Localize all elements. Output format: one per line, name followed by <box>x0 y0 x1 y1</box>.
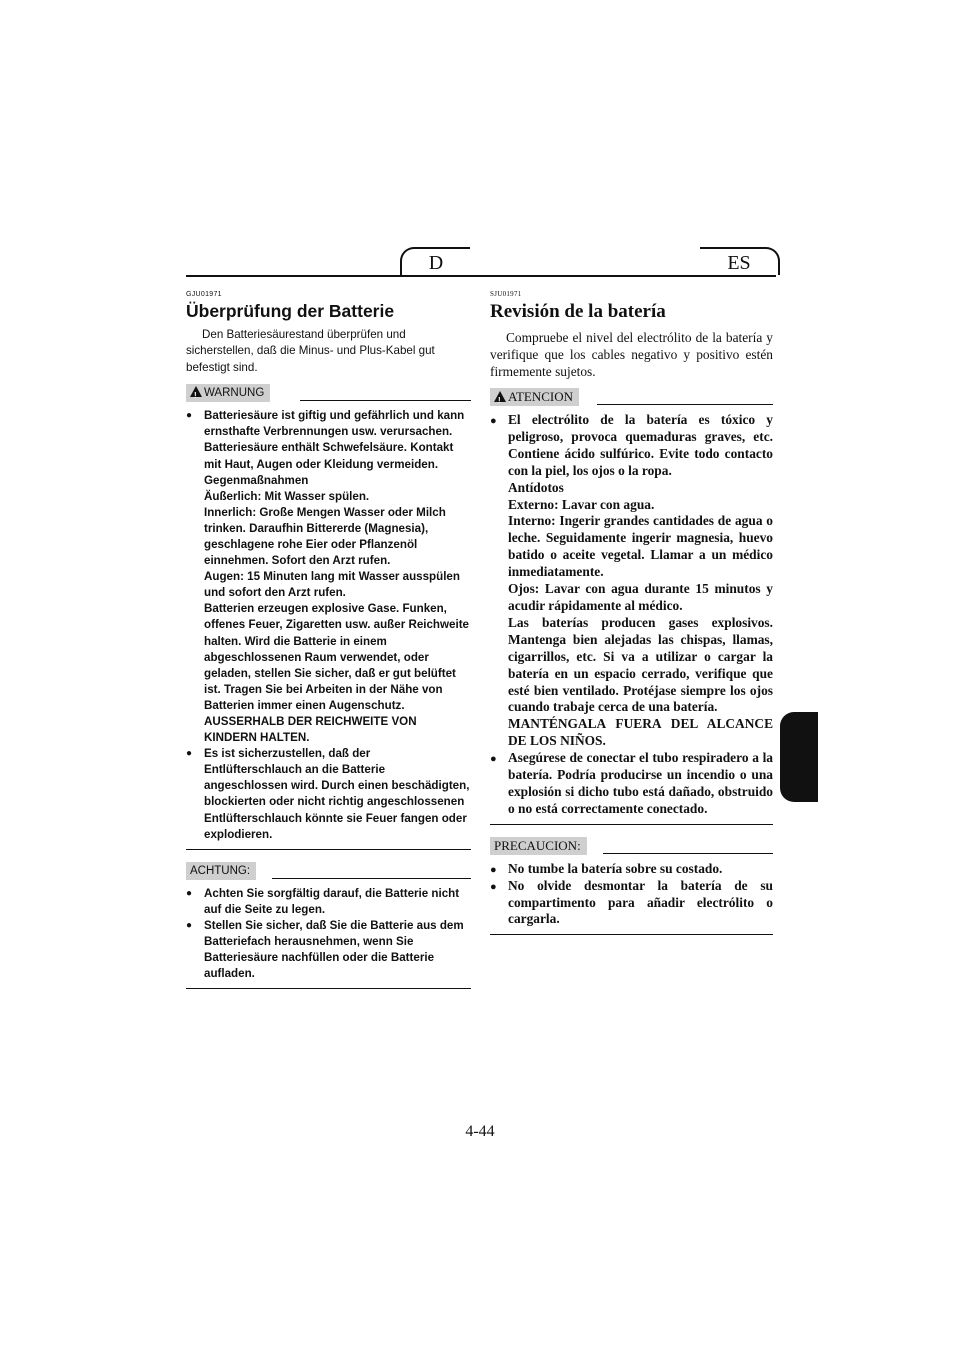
section-title: Überprüfung der Batterie <box>186 301 395 321</box>
column-spanish <box>490 290 773 935</box>
list-item: ● Batteriesäure ist giftig und gefährlich und kann ernsthafte Verbrennungen usw. verursachen. Batteriesäure enthält Schwefelsäure. Kontakt mit Haut, Augen oder Kleidung vermeiden. Gegenmaßnahmen Äußerlich: Mit Wasser spülen. Innerlich: Große Mengen Wasser oder Milch trinken. Daraufhin Bittererde (Magnesia), geschlagene rohe Eier oder Pflanzenöl einnehmen. Sofort den Arzt rufen. Augen: 15 Minuten lang mit Wasser ausspülen und sofort den Arzt rufen. Batterien erzeugen explosive Gase. Funken, offenes Feuer, Zigaretten usw. außer Reichweite halten. Wird die Batterie in einem abgeschlossenen Raum verwendet, oder geladen, stellen Sie sicher, daß er gut belüftet ist. Tragen Sie bei Arbeiten in der Nähe von Batterien immer einen Augenschutz. AUSSERHALB DER REICHWEITE VON KINDERN HALTEN. <box>186 408 471 746</box>
section-code: SJU01971 <box>490 290 522 298</box>
caution-header <box>186 862 471 880</box>
warning-badge: !WARNUNG <box>186 384 270 402</box>
caution-header <box>490 837 773 855</box>
list-item: ● Stellen Sie sicher, daß Sie die Batterie aus dem Batteriefach herausnehmen, wenn Sie Batteriesäure nachfüllen oder die Batterie aufladen. <box>186 918 471 982</box>
section-code: GJU01971 <box>186 291 222 298</box>
warning-list <box>186 408 471 843</box>
list-item: ● Achten Sie sorgfältig darauf, die Batterie nicht auf die Seite zu legen. <box>186 886 471 918</box>
caution-rule <box>272 878 471 879</box>
intro-text: Compruebe el nivel del electrólito de la batería y verifique que los cables negativo y positivo estén firmemente sujetos. <box>490 330 773 379</box>
caution-end-rule <box>186 988 471 989</box>
warning-header <box>490 388 773 406</box>
warning-end-rule <box>490 824 773 825</box>
page-number: 4-44 <box>465 1123 495 1140</box>
lang-tab-es: ES <box>700 247 780 275</box>
warning-list <box>490 412 773 818</box>
list-item: ● No olvide desmontar la batería de su compartimento para añadir electrólito o cargarla. <box>490 878 773 929</box>
lang-tab-de: D <box>400 247 470 275</box>
caution-badge: PRECAUCION: <box>490 837 587 855</box>
warning-icon <box>190 386 202 397</box>
warning-icon <box>494 391 506 402</box>
warning-rule <box>300 400 471 401</box>
warning-badge: !ATENCION <box>490 388 579 406</box>
caution-rule <box>603 853 773 854</box>
caution-list <box>186 886 471 983</box>
warning-rule <box>597 404 773 405</box>
warning-header <box>186 384 471 402</box>
caution-badge: ACHTUNG: <box>186 862 256 880</box>
list-item: ● Es ist sicherzustellen, daß der Entlüfterschlauch an die Batterie angeschlossen wird. Durch einen beschädigten, blockierten oder nicht richtig angeschlossenen Entlüfterschlauch könnte sie Feuer fangen oder explodieren. <box>186 746 471 843</box>
caution-list <box>490 861 773 929</box>
chapter-thumb-tab <box>780 712 818 802</box>
section-title: Revisión de la batería <box>490 301 666 322</box>
list-item: ● Asegúrese de conectar el tubo respiradero a la batería. Podría producirse un incendio o una explosión si dicho tubo está dañado, obstruido o no está correctamente conectado. <box>490 750 773 818</box>
warning-end-rule <box>186 849 471 850</box>
column-german <box>186 290 471 989</box>
list-item: ● No tumbe la batería sobre su costado. <box>490 861 773 878</box>
intro-text: Den Batteriesäurestand überprüfen und sicherstellen, daß die Minus- und Plus-Kabel gut befestigt sind. <box>186 328 435 374</box>
caution-end-rule <box>490 934 773 935</box>
list-item: ● El electrólito de la batería es tóxico y peligroso, provoca quemaduras graves, etc. Contiene ácido sulfúrico. Evite todo contacto con la piel, los ojos o la ropa. Antídotos Externo: Lavar con agua. Interno: Ingerir grandes cantidades de agua o leche. Seguidamente ingerir magnesia, huevo batido o aceite vegetal. Llamar a un médico inmediatamente. Ojos: Lavar con agua durante 15 minutos y acudir rápidamente al médico. Las baterías producen gases explosivos. Mantenga bien alejadas las chispas, llamas, cigarrillos, etc. Si va a utilizar o cargar la batería en un espacio cerrado, verifique que esté bien ventilado. Protéjase siempre los ojos cuando trabaje cerca de una batería. MANTÉNGALA FUERA DEL ALCANCE DE LOS NIÑOS. <box>490 412 773 750</box>
header-rule <box>186 275 776 277</box>
